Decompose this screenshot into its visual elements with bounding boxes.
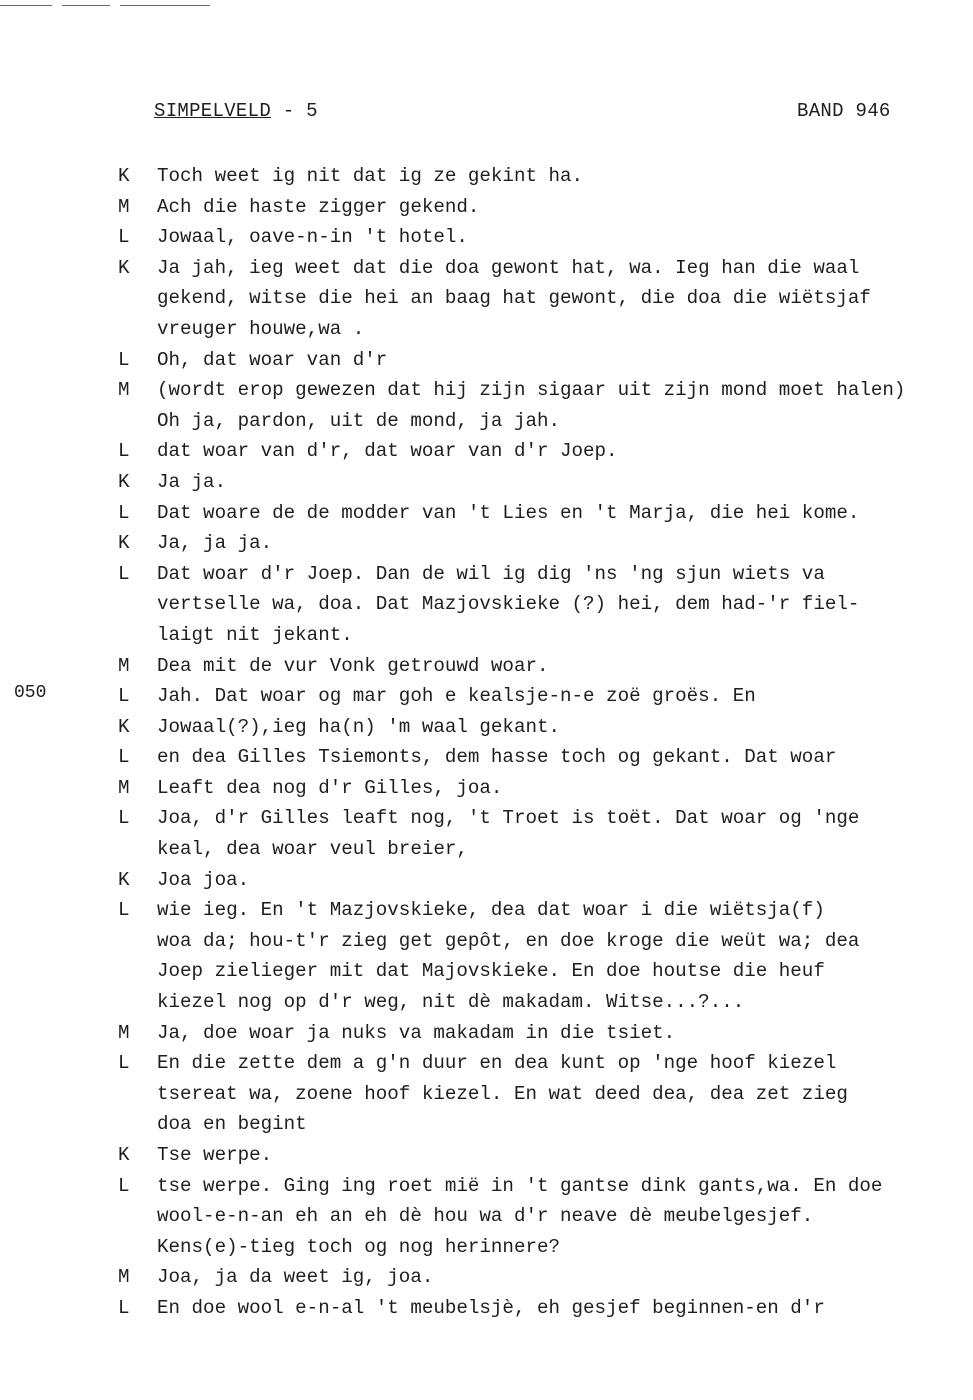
page-header-title — [154, 100, 318, 122]
speaker-label: L — [118, 501, 130, 524]
line-text: Ach die haste zigger gekend. — [157, 195, 480, 218]
transcript-line — [0, 375, 973, 406]
transcript-line — [0, 1109, 973, 1140]
transcript-line — [0, 253, 973, 284]
transcript-line — [0, 773, 973, 804]
line-text: Dea mit de vur Vonk getrouwd woar. — [157, 654, 549, 677]
line-text: Jah. Dat woar og mar goh e kealsje-n-e zoë groës. En — [157, 685, 756, 708]
speaker-label: L — [118, 1052, 130, 1075]
transcript-line — [0, 865, 973, 896]
transcript-line — [0, 742, 973, 773]
line-text: keal, dea woar veul breier, — [157, 838, 468, 861]
line-text: Dat woar d'r Joep. Dan de wil ig dig 'ns 'ng sjun wiets va — [157, 562, 825, 585]
transcript-line — [0, 1232, 973, 1263]
line-text: Tse werpe. — [157, 1144, 273, 1166]
speaker-label: M — [118, 379, 130, 402]
line-text: doa en begint — [157, 1113, 307, 1136]
speaker-label: K — [118, 1144, 130, 1166]
transcript-line — [0, 1079, 973, 1110]
transcript-line — [0, 1201, 973, 1232]
transcript-line — [0, 467, 973, 498]
speaker-label: L — [118, 1174, 130, 1197]
transcript-line — [0, 314, 973, 345]
speaker-label: K — [118, 715, 130, 738]
transcript-line — [0, 161, 973, 192]
transcript-line — [0, 1018, 973, 1049]
line-text: Joa, d'r Gilles leaft nog, 't Troet is toët. Dat woar og 'nge — [157, 807, 860, 830]
line-text: Ja jah, ieg weet dat die doa gewont hat, wa. Ieg han die waal — [157, 256, 860, 279]
transcript-line — [0, 222, 973, 253]
line-text: en dea Gilles Tsiemonts, dem hasse toch og gekant. Dat woar — [157, 746, 837, 769]
transcript-line — [0, 589, 973, 620]
transcript-line — [0, 895, 973, 926]
transcript-line — [0, 620, 973, 651]
transcript-line — [0, 498, 973, 529]
top-rule — [120, 5, 210, 6]
line-text: Joa joa. — [157, 868, 250, 891]
line-text: (wordt erop gewezen dat hij zijn sigaar uit zijn mond moet halen) — [157, 379, 906, 402]
line-text: En doe wool e-n-al 't meubelsjè, eh gesjef beginnen-en d'r — [157, 1296, 825, 1319]
line-text: Joa, ja da weet ig, joa. — [157, 1266, 434, 1289]
line-text: Dat woare de de modder van 't Lies en 't Marja, die hei kome. — [157, 501, 860, 524]
line-text: vertselle wa, doa. Dat Mazjovskieke (?) hei, dem had-'r fiel- — [157, 593, 860, 616]
speaker-label: M — [118, 654, 130, 677]
line-text: laigt nit jekant. — [157, 623, 353, 646]
page-header-band: BAND 946 — [797, 100, 891, 122]
line-text: Leaft dea nog d'r Gilles, joa. — [157, 776, 503, 799]
speaker-label: K — [118, 165, 130, 187]
speaker-label: K — [118, 532, 130, 555]
speaker-label: M — [118, 776, 130, 799]
line-text: Ja ja. — [157, 470, 227, 493]
speaker-label: M — [118, 1266, 130, 1289]
speaker-label: L — [118, 562, 130, 585]
line-text: Oh ja, pardon, uit de mond, ja jah. — [157, 409, 561, 432]
line-text: Jowaal(?),ieg ha(n) 'm waal gekant. — [157, 715, 561, 738]
speaker-label: L — [118, 440, 130, 463]
header-title-underlined: SIMPELVELD — [154, 100, 272, 122]
transcript-body — [0, 161, 973, 1324]
speaker-label: L — [118, 685, 130, 708]
speaker-label: M — [118, 1021, 130, 1044]
line-text: Ja, doe woar ja nuks va makadam in die tsiet. — [157, 1021, 676, 1044]
line-text: wool-e-n-an eh an eh dè hou wa d'r neave dè meubelgesjef. — [157, 1205, 814, 1228]
transcript-line — [0, 192, 973, 223]
transcript-line — [0, 651, 973, 682]
speaker-label: L — [118, 226, 130, 249]
transcript-line — [0, 803, 973, 834]
line-text: tse werpe. Ging ing roet mië in 't gantse dink gants,wa. En doe — [157, 1174, 883, 1197]
transcript-line — [0, 528, 973, 559]
line-text: Jowaal, oave-n-in 't hotel. — [157, 226, 468, 249]
transcript-line — [0, 956, 973, 987]
speaker-label: L — [118, 348, 130, 371]
transcript-line — [0, 681, 973, 712]
transcript-line — [0, 406, 973, 437]
line-text: Kens(e)-tieg toch og nog herinnere? — [157, 1235, 561, 1258]
line-text: Oh, dat woar van d'r — [157, 348, 388, 371]
transcript-line — [0, 1171, 973, 1202]
transcript-line — [0, 436, 973, 467]
line-text: tsereat wa, zoene hoof kiezel. En wat deed dea, dea zet zieg — [157, 1082, 848, 1105]
top-rule — [0, 5, 52, 6]
line-text: wie ieg. En 't Mazjovskieke, dea dat woar i die wiëtsja(f) — [157, 899, 825, 922]
transcript-line — [0, 559, 973, 590]
line-text: Toch weet ig nit dat ig ze gekint ha. — [157, 165, 584, 187]
transcript-line — [0, 834, 973, 865]
top-rule — [62, 5, 110, 6]
speaker-label: M — [118, 195, 130, 218]
transcript-line — [0, 926, 973, 957]
transcript-line — [0, 1293, 973, 1324]
speaker-label: K — [118, 470, 130, 493]
speaker-label: K — [118, 868, 130, 891]
transcript-line — [0, 987, 973, 1018]
speaker-label: K — [118, 256, 130, 279]
speaker-label: L — [118, 807, 130, 830]
speaker-label: L — [118, 746, 130, 769]
speaker-label: L — [118, 1296, 130, 1319]
line-text: kiezel nog op d'r weg, nit dè makadam. Witse...?... — [157, 991, 745, 1014]
line-text: woa da; hou-t'r zieg get gepôt, en doe kroge die weüt wa; dea — [157, 929, 860, 952]
header-title-rest: - 5 — [271, 100, 318, 122]
transcript-line — [0, 345, 973, 376]
speaker-label: L — [118, 899, 130, 922]
transcript-line — [0, 283, 973, 314]
line-text: dat woar van d'r, dat woar van d'r Joep. — [157, 440, 618, 463]
transcript-line — [0, 1048, 973, 1079]
transcript-line — [0, 1140, 973, 1171]
line-text: gekend, witse die hei an baag hat gewont, die doa die wiëtsjaf — [157, 287, 871, 310]
line-text: Joep zielieger mit dat Majovskieke. En doe houtse die heuf — [157, 960, 825, 983]
line-text: vreuger houwe,wa . — [157, 317, 365, 340]
line-text: En die zette dem a g'n duur en dea kunt op 'nge hoof kiezel — [157, 1052, 837, 1075]
margin-counter-note: 050 — [14, 683, 47, 703]
line-text: Ja, ja ja. — [157, 532, 273, 555]
transcript-line — [0, 1262, 973, 1293]
transcript-line — [0, 712, 973, 743]
